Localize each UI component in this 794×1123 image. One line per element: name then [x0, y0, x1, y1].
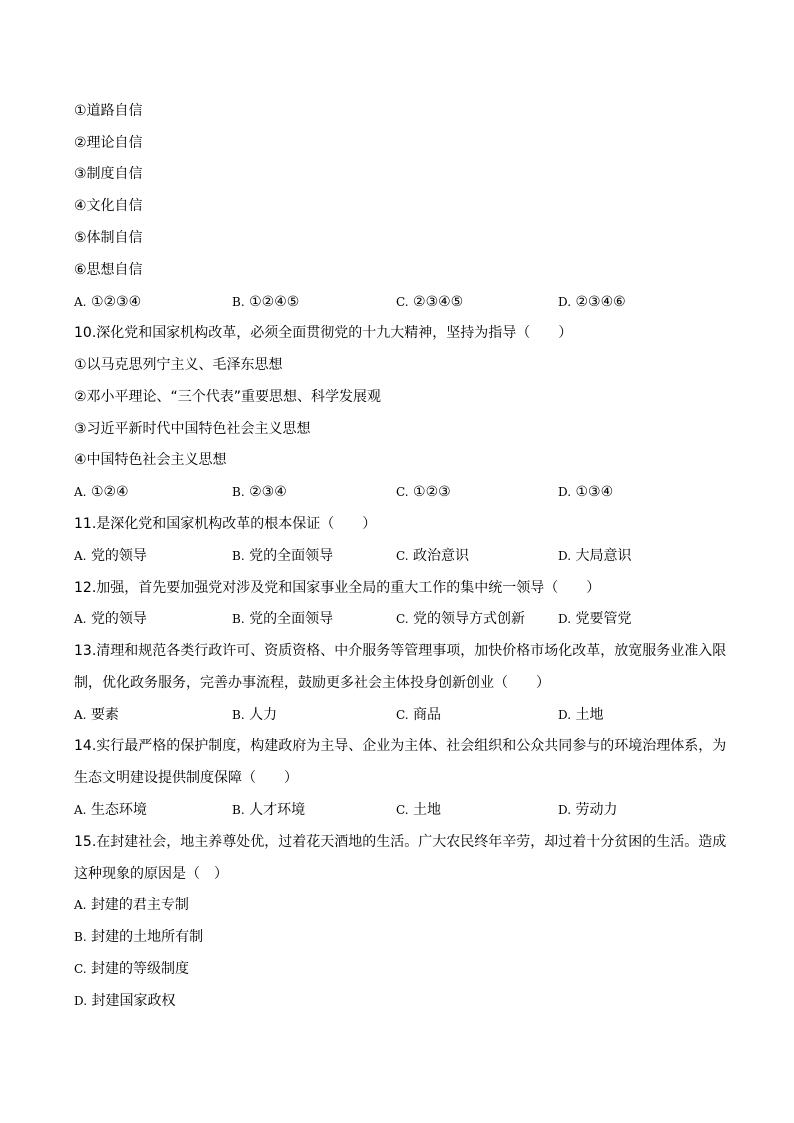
q12-option-a: A. 党的领导 [74, 611, 147, 627]
q14-option-d: D. 劳动力 [558, 802, 618, 818]
q12-option-c: C. 党的领导方式创新 [396, 611, 526, 627]
q11-options [74, 547, 734, 565]
q10-options [74, 483, 734, 501]
q13-stem-line-1: 13.清理和规范各类行政许可、资质资格、中介服务等管理事项，加快价格市场化改革，放宽服务业准入限 [74, 643, 727, 659]
q15-option-a: A. 封建的君主专制 [74, 897, 189, 913]
q11-option-c: C. 政治意识 [396, 548, 470, 564]
q12-option-b: B. 党的全面领导 [232, 611, 334, 627]
q12-stem: 12.加强，首先要加强党对涉及党和国家事业全局的重大工作的集中统一领导（ ） [74, 580, 601, 596]
q12-option-d: D. 党要管党 [558, 611, 632, 627]
q9-option-a: A. ①②③④ [74, 294, 142, 310]
q15-stem-line-1: 15.在封建社会，地主养尊处优，过着花天酒地的生活。广大农民终年辛劳，却过着十分贫困的生活。造成 [74, 834, 727, 850]
q9-item-4: ④文化自信 [74, 198, 143, 214]
q9-option-c: C. ②③④⑤ [396, 294, 464, 310]
q13-option-b: B. 人力 [232, 707, 278, 723]
q15-option-b: B. 封建的土地所有制 [74, 929, 204, 945]
q9-options [74, 293, 734, 311]
q10-option-c: C. ①②③ [396, 484, 451, 500]
q13-option-d: D. 土地 [558, 707, 604, 723]
q9-item-1: ①道路自信 [74, 103, 143, 119]
q13-options [74, 706, 734, 724]
q14-options [74, 801, 734, 819]
q15-option-d: D. 封建国家政权 [74, 993, 176, 1009]
q10-item-4: ④中国特色社会主义思想 [74, 452, 227, 468]
q11-option-b: B. 党的全面领导 [232, 548, 334, 564]
q13-stem-line-2: 制，优化政务服务，完善办事流程，鼓励更多社会主体投身创新创业（ ） [74, 675, 550, 691]
q15-stem-line-2: 这种现象的原因是（ ） [74, 866, 228, 882]
q10-stem: 10.深化党和国家机构改革，必须全面贯彻党的十九大精神，坚持为指导（ ） [74, 325, 573, 341]
q9-item-2: ②理论自信 [74, 135, 143, 151]
q9-item-6: ⑥思想自信 [74, 262, 143, 278]
q13-option-a: A. 要素 [74, 707, 119, 723]
q10-option-a: A. ①②④ [74, 484, 129, 500]
q11-stem: 11.是深化党和国家机构改革的根本保证（ ） [74, 516, 377, 532]
q10-option-b: B. ②③④ [232, 484, 287, 500]
q11-option-d: D. 大局意识 [558, 548, 632, 564]
q9-option-d: D. ②③④⑥ [558, 294, 626, 310]
q10-option-d: D. ①③④ [558, 484, 614, 500]
q14-option-c: C. 土地 [396, 802, 442, 818]
q14-stem-line-1: 14.实行最严格的保护制度，构建政府为主导、企业为主体、社会组织和公众共同参与的环境治理体系，为 [74, 738, 727, 754]
q10-item-2: ②邓小平理论、“三个代表”重要思想、科学发展观 [74, 389, 382, 405]
q10-item-3: ③习近平新时代中国特色社会主义思想 [74, 421, 311, 437]
q12-options [74, 610, 734, 628]
q14-option-a: A. 生态环境 [74, 802, 147, 818]
q9-item-3: ③制度自信 [74, 166, 143, 182]
q14-stem-line-2: 生态文明建设提供制度保障（ ） [74, 770, 298, 786]
q10-item-1: ①以马克思列宁主义、毛泽东思想 [74, 357, 283, 373]
q14-option-b: B. 人才环境 [232, 802, 306, 818]
q15-option-c: C. 封建的等级制度 [74, 961, 190, 977]
q9-item-5: ⑤体制自信 [74, 230, 143, 246]
q11-option-a: A. 党的领导 [74, 548, 147, 564]
q9-option-b: B. ①②④⑤ [232, 294, 300, 310]
q13-option-c: C. 商品 [396, 707, 442, 723]
